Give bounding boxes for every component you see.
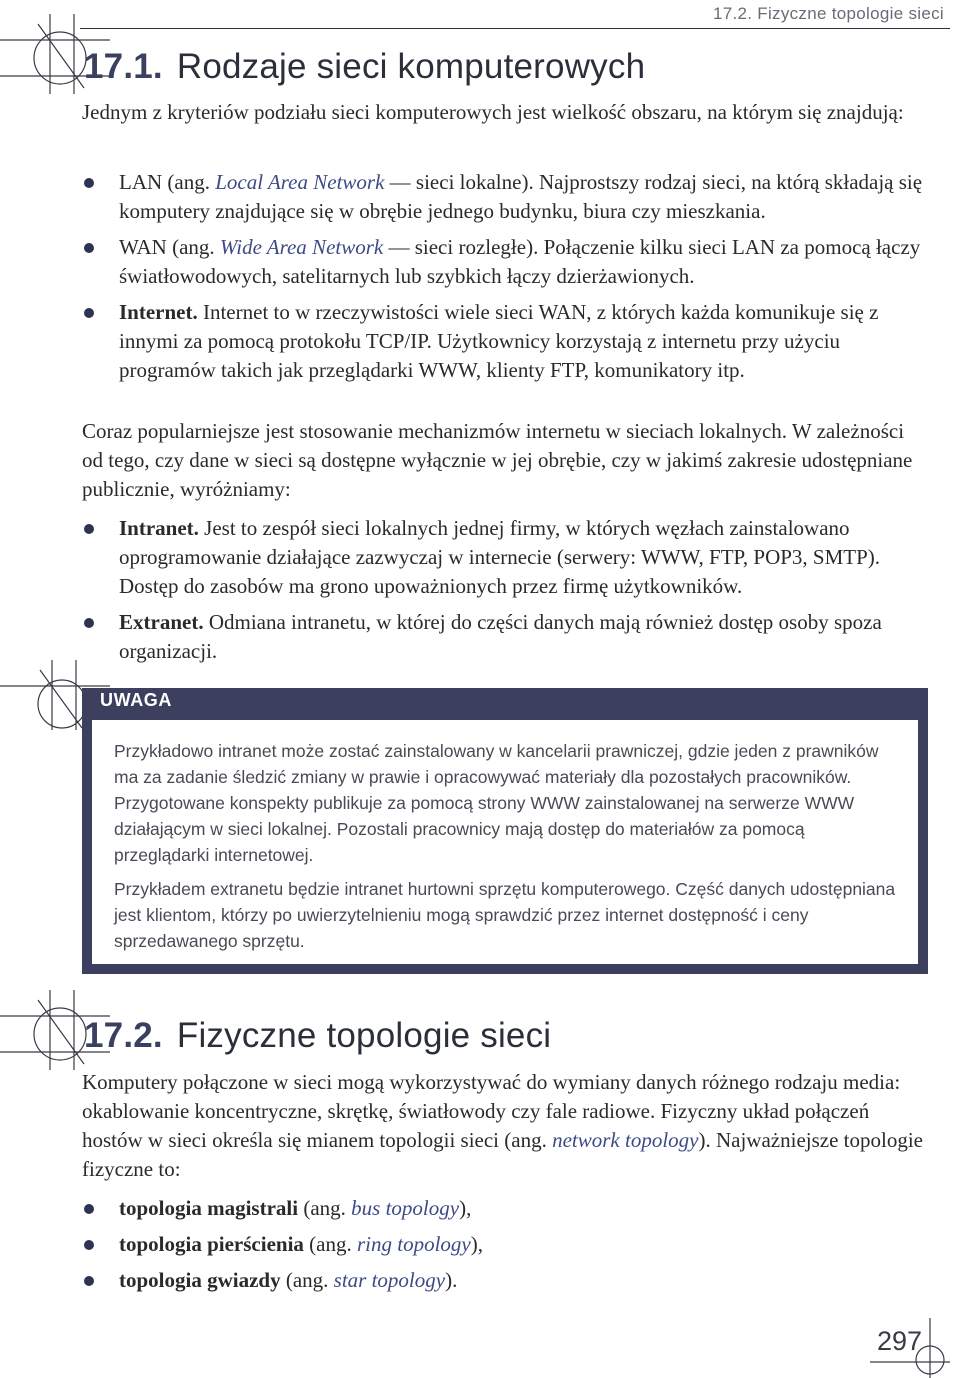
list-item: topologia gwiazdy (ang. star topology).: [82, 1266, 928, 1295]
page-number: 297: [877, 1326, 923, 1356]
note-content: [92, 720, 918, 964]
bullet: [84, 178, 94, 188]
list-item: topologia magistrali (ang. bus topology),: [82, 1194, 928, 1223]
header-rule: [80, 28, 950, 29]
section-2-title: Fizyczne topologie sieci: [176, 1016, 552, 1055]
running-header: 17.2. Fizyczne topologie sieci: [712, 4, 944, 23]
list-item: Internet. Internet to w rzeczywistości wiele sieci WAN, z których każda komunikuje się z innymi za pomocą protokołu TCP/IP. Użytkownicy korzystają z internetu przy użyciu programów takich jak przeglądarki WWW, klienty FTP, komunikatory itp.: [82, 298, 928, 385]
section-2-number: 17.2.: [84, 1016, 163, 1055]
list-item: LAN (ang. Local Area Network — sieci lokalne). Najprostszy rodzaj sieci, na którą składają się komputery znajdujące się w obrębie jednego budynku, biura czy mieszkania.: [82, 168, 928, 226]
topology-list: [82, 1194, 928, 1302]
list-item: topologia pierścienia (ang. ring topology),: [82, 1230, 928, 1259]
section-2-intro: Komputery połączone w sieci mogą wykorzystywać do wymiany danych różnego rodzaju media: okablowanie koncentryczne, skrętkę, światłowody czy fale radiowe. Fizyczny układ połączeń hostów w sieci określa się mianem topologii sieci (ang. network topology). Najważniejsze topologie fizyczne to:: [82, 1070, 923, 1181]
list-item: WAN (ang. Wide Area Network — sieci rozległe). Połączenie kilku sieci LAN za pomocą łączy światłowodowych, satelitarnych lub szybkich łączy dzierżawionych.: [82, 233, 928, 291]
section-2-heading: [84, 1016, 551, 1056]
bullet: [84, 243, 94, 253]
section-1-intro: Jednym z kryteriów podziału sieci komputerowych jest wielkość obszaru, na którym się znajdują:: [82, 100, 904, 124]
bullet: [84, 1240, 94, 1250]
list-item: Intranet. Jest to zespół sieci lokalnych jednej firmy, w których węzłach zainstalowano oprogramowanie działające zazwyczaj w internecie (serwery: WWW, FTP, POP3, SMTP). Dostęp do zasobów ma grono upoważnionych przez firmę użytkowników.: [82, 514, 928, 601]
intranet-extranet-list: [82, 514, 928, 673]
bullet: [84, 308, 94, 318]
bullet: [84, 618, 94, 628]
note-box: [82, 688, 928, 974]
section-1-heading: [84, 47, 645, 87]
network-types-list: [82, 168, 928, 392]
note-label: UWAGA: [100, 690, 172, 710]
note-paragraph-2: Przykładem extranetu będzie intranet hurtowni sprzętu komputerowego. Część danych udostępniana jest klientom, którzy po uwierzytelnieniu mogą sprawdzić przez internet dostępność i ceny sprzedawanego sprzętu.: [114, 879, 896, 951]
bullet: [84, 1276, 94, 1286]
bullet: [84, 1204, 94, 1214]
section-1-paragraph-2: Coraz popularniejsze jest stosowanie mechanizmów internetu w sieciach lokalnych. W zależności od tego, czy dane w sieci są dostępne wyłącznie w jej obrębie, czy w jakimś zakresie udostępniane publicznie, wyróżniamy:: [82, 419, 913, 501]
section-1-title: Rodzaje sieci komputerowych: [176, 47, 646, 86]
bullet: [84, 524, 94, 534]
section-1-number: 17.1.: [84, 47, 163, 86]
note-paragraph-1: Przykładowo intranet może zostać zainstalowany w kancelarii prawniczej, gdzie jeden z prawników ma za zadanie śledzić zmiany w prawie i opracowywać materiały dla pozostałych pracowników. Przygotowane konspekty publikuje za pomocą strony WWW zainstalowanej na serwerze WWW działającym w sieci lokalnej. Pozostali pracownicy mają dostęp do materiałów za pomocą przeglądarki internetowej.: [114, 741, 879, 865]
list-item: Extranet. Odmiana intranetu, w której do części danych mają również dostęp osoby spoza organizacji.: [82, 608, 928, 666]
